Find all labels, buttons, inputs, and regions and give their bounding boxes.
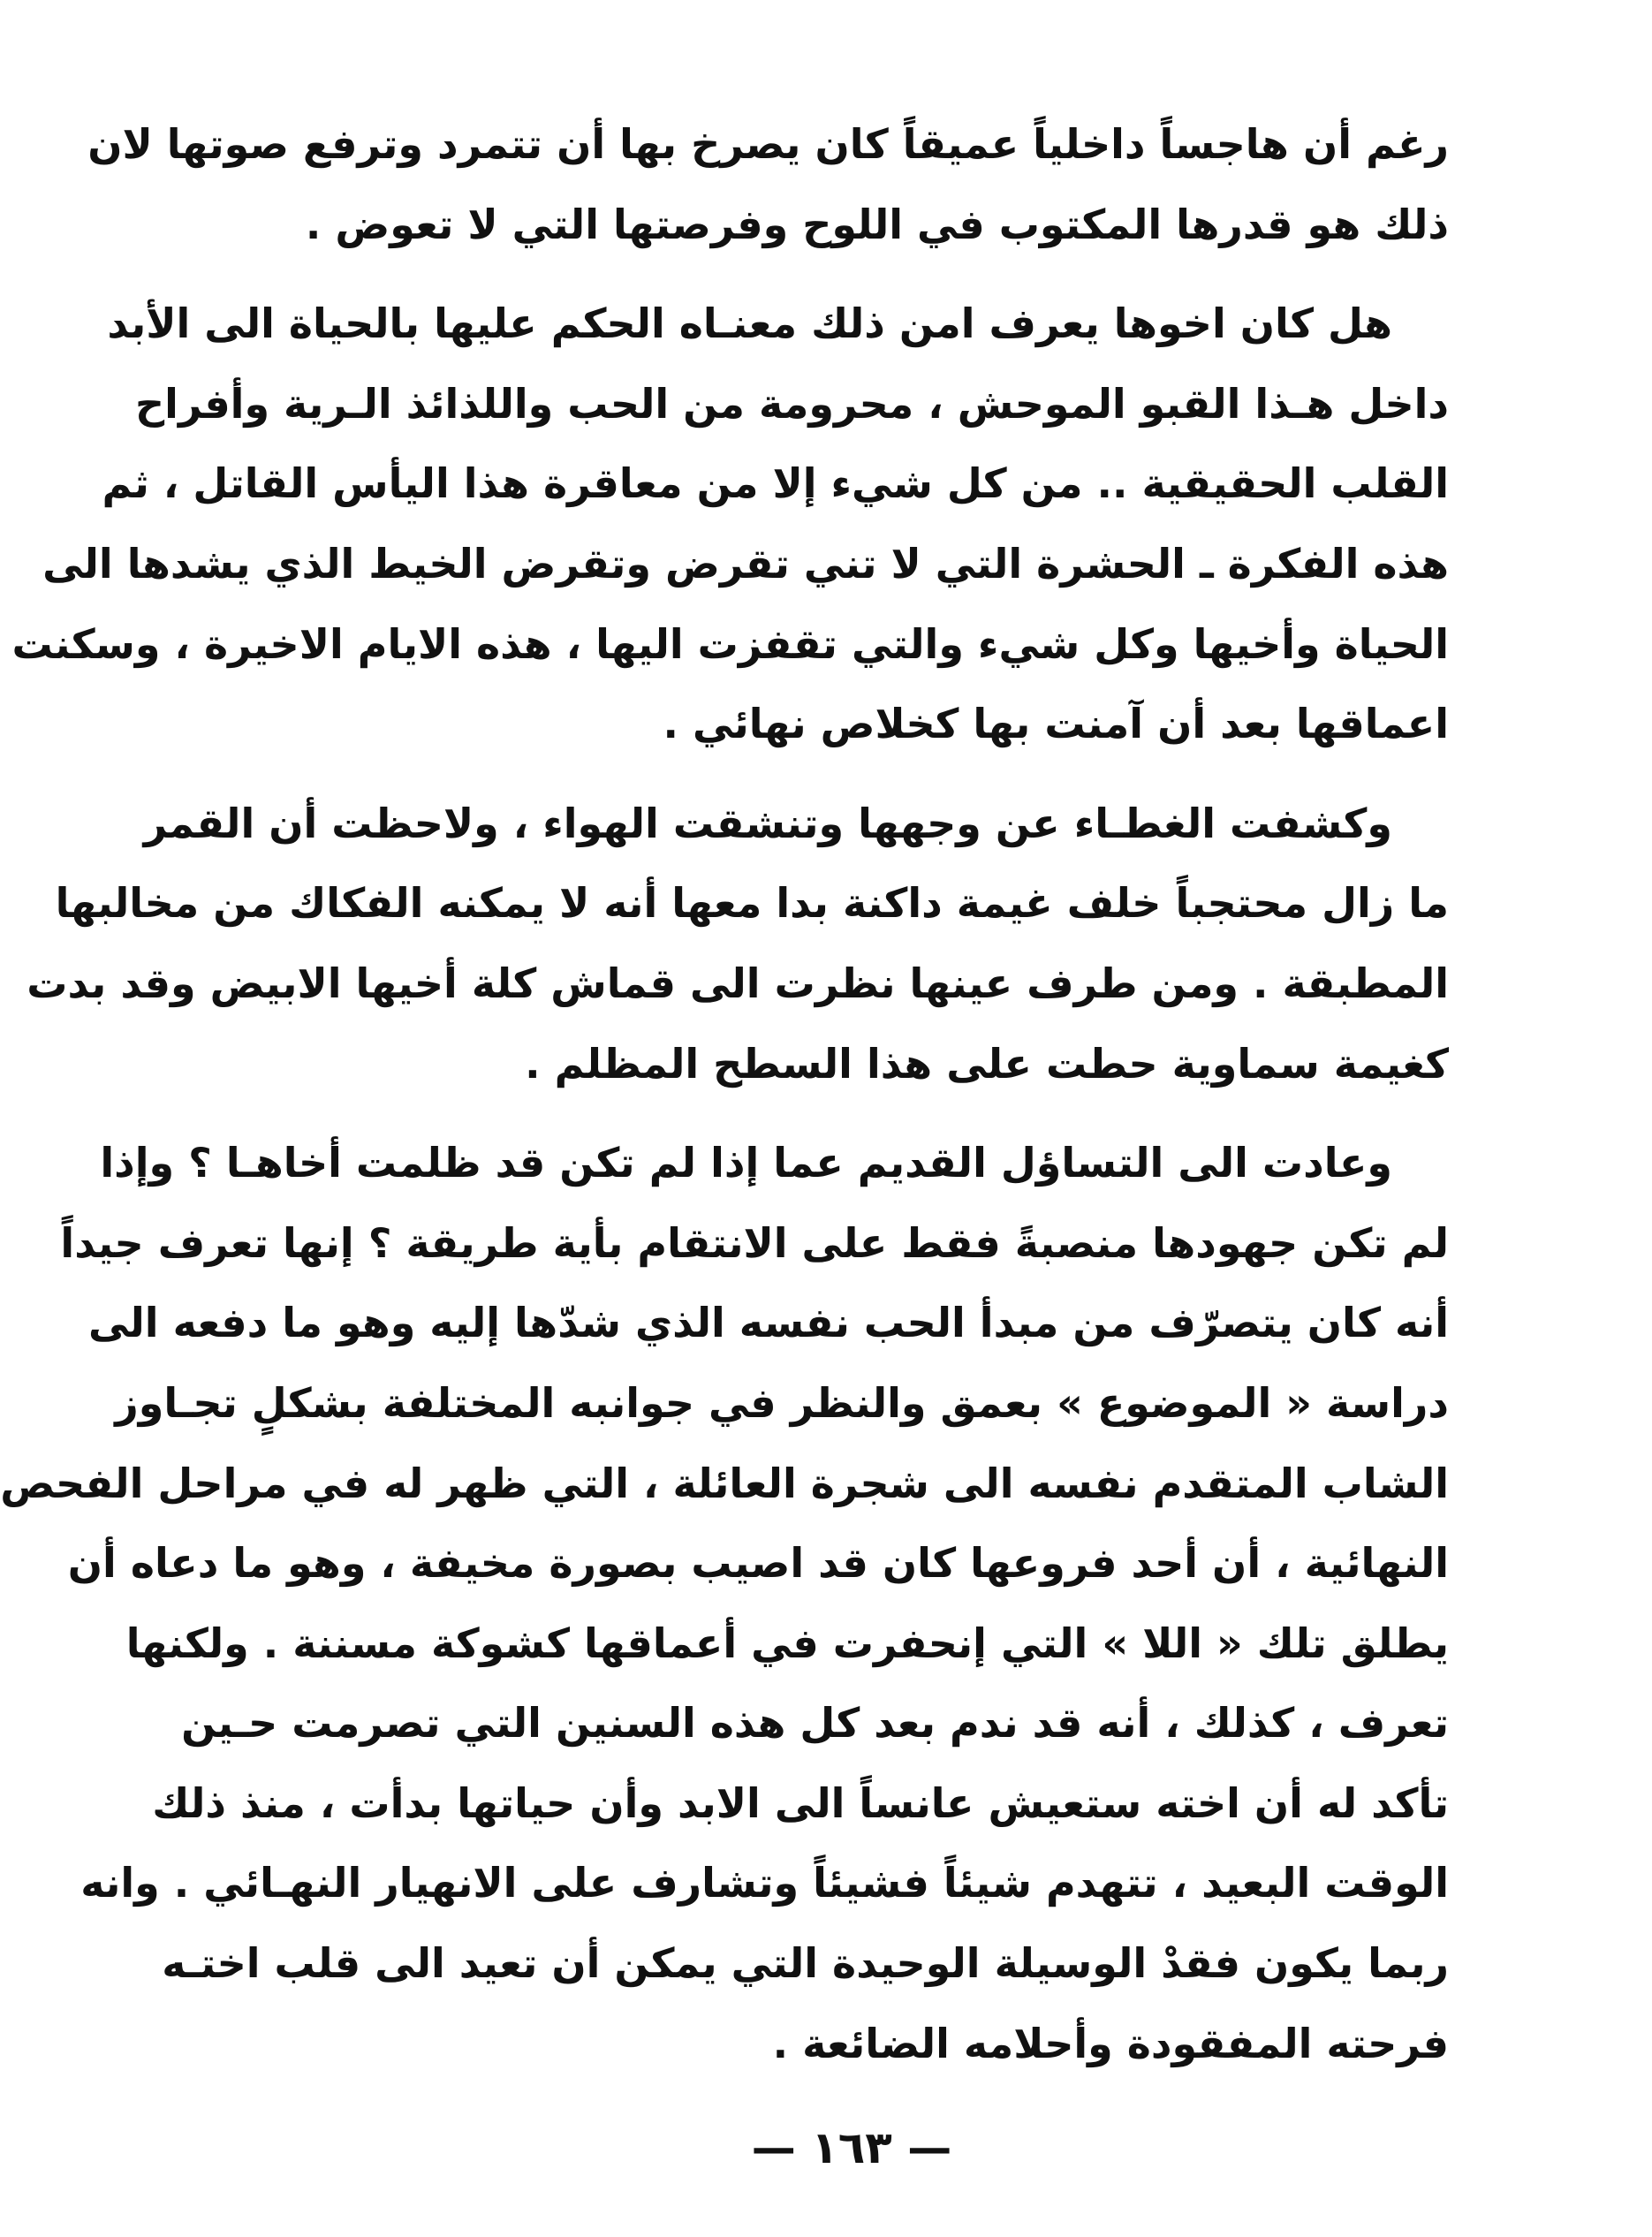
text-line: اعماقها بعد أن آمنت بها كخلاص نهائي . [663,700,1449,748]
text-line: الوقت البعيد ، تتهدم شيئاً فشيئاً وتشارف على الانهيار النهـائي . وانه [80,1859,1449,1907]
text-line: الحياة وأخيها وكل شيء والتي تقفزت اليها ، هذه الايام الاخيرة ، وسكنت [11,619,1449,668]
text-line: فرحته المفقودة وأحلامه الضائعة . [772,2019,1449,2067]
text-line: ما زال محتجباً خلف غيمة داكنة بدا معها أنه لا يمكنه الفكاك من مخالبها [55,879,1449,928]
text-line: ربما يكون فقدْ الوسيلة الوحيدة التي يمكن أن تعيد الى قلب اختـه [162,1939,1449,1988]
text-line: هذه الفكرة ـ الحشرة التي لا تني تقرض وتقرض الخيط الذي يشدها الى [42,539,1449,588]
text-line: لم تكن جهودها منصبةً فقط على الانتقام بأية طريقة ؟ إنها تعرف جيداً [60,1218,1449,1267]
text-line: كغيمة سماوية حطت على هذا السطح المظلم . [525,1039,1449,1088]
text-line: داخل هـذا القبو الموحش ، محرومة من الحب واللذائذ الـرية وأفراح [135,379,1449,428]
text-line: المطبقة . ومن طرف عينها نظرت الى قماش كلة أخيها الابيض وقد بدت [27,959,1449,1007]
text-line: النهائية ، أن أحد فروعها كان قد اصيب بصورة مخيفة ، وهو ما دعاه أن [67,1539,1449,1588]
text-line: القلب الحقيقية .. من كل شيء إلا من معاقرة هذا اليأس القاتل ، ثم [102,459,1449,508]
text-line: تعرف ، كذلك ، أنه قد ندم بعد كل هذه السنين التي تصرمت حـين [181,1699,1449,1748]
text-line: أنه كان يتصرّف من مبدأ الحب نفسه الذي شدّها إليه وهو ما دفعه الى [88,1299,1449,1347]
body-text [0,104,1449,2083]
text-line: وكشفت الغطـاء عن وجهها وتنشقت الهواء ، ولاحظت أن القمر [143,799,1392,847]
text-line: هل كان اخوها يعرف امن ذلك معنـاه الحكم عليها بالحياة الى الأبد [107,300,1392,348]
text-line: ذلك هو قدرها المكتوب في اللوح وفرصتها التي لا تعوض . [305,200,1449,248]
text-line: الشاب المتقدم نفسه الى شجرة العائلة ، التي ظهر له في مراحل الفحص [0,1459,1449,1507]
text-line: رغم أن هاجساً داخلياً عميقاً كان يصرخ بها أن تتمرد وترفع صوتها لان [87,120,1449,168]
text-line: دراسة « الموضوع » بعمق والنظر في جوانبه المختلفة بشكلٍ تجـاوز [115,1378,1449,1427]
text-line: يطلق تلك « اللا » التي إنحفرت في أعماقها كشوكة مسننة . ولكنها [125,1619,1449,1667]
text-line: وعادت الى التساؤل القديم عما إذا لم تكن قد ظلمت أخاهـا ؟ وإذا [100,1139,1392,1187]
text-line: تأكد له أن اخته ستعيش عانساً الى الابد وأن حياتها بدأت ، منذ ذلك [152,1778,1449,1827]
page-number: — ١٦٣ — [751,2122,952,2173]
